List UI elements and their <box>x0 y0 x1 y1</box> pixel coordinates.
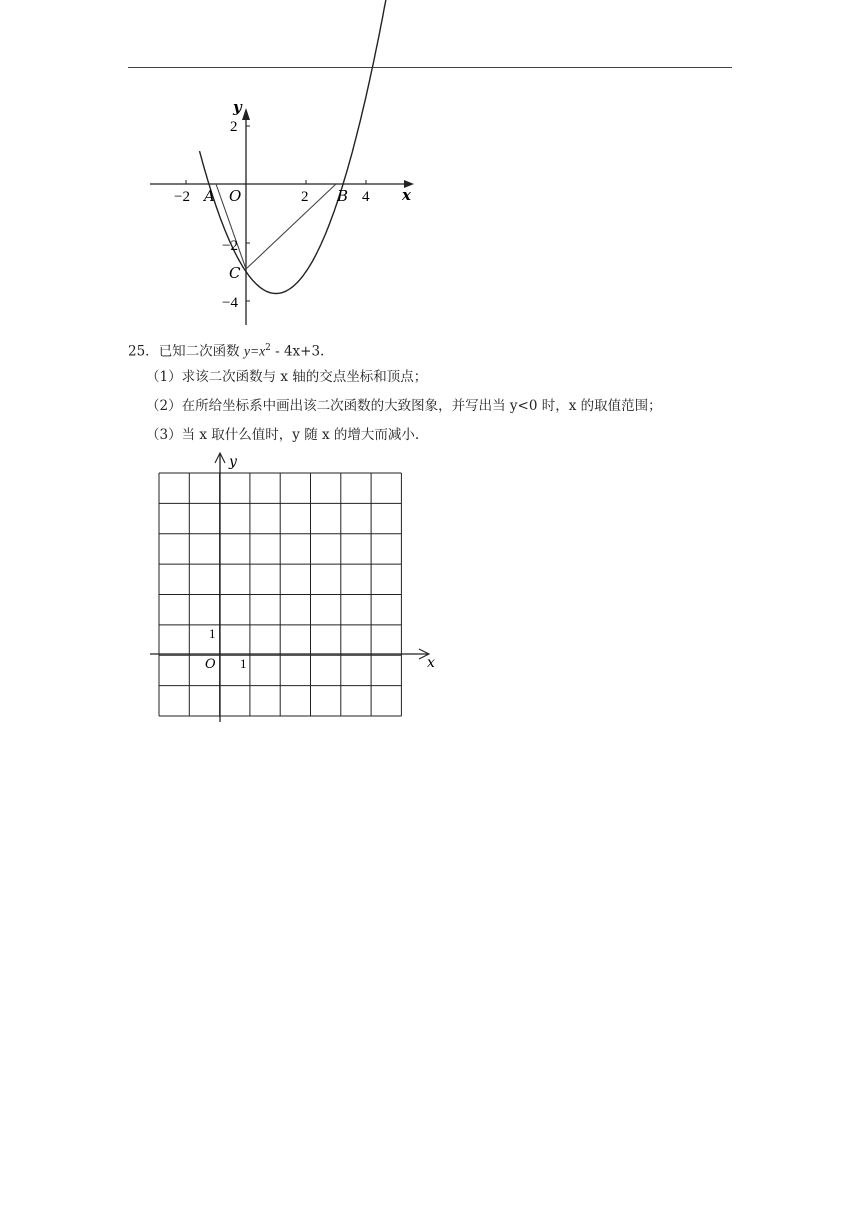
point-B-label: B <box>337 187 349 205</box>
question-stem-suffix: - 4x+3. <box>270 343 325 360</box>
grid-y-label: y <box>229 454 237 470</box>
question-formula: y=x <box>243 343 266 359</box>
question-part-2: （2）在所给坐标系中画出该二次函数的大致图象，并写出当 y<0 时，x 的取值范围； <box>146 398 662 414</box>
question-number: 25． <box>128 343 159 360</box>
y-axis-label: y <box>233 98 242 116</box>
grid-lines <box>159 473 401 716</box>
x-tick-2: 2 <box>301 189 309 205</box>
grid-x-label: x <box>427 655 435 671</box>
x-tick-4: 4 <box>362 189 370 205</box>
question-stem-prefix: 已知二次函数 <box>158 343 244 360</box>
y-tick-2: 2 <box>230 119 238 135</box>
question-part-1: （1）求该二次函数与 x 轴的交点坐标和顶点； <box>146 369 428 385</box>
grid-origin-label: O <box>205 657 216 672</box>
grid-unit-y: 1 <box>209 626 216 641</box>
y-tick-neg4: −4 <box>222 295 238 311</box>
point-C-label: C <box>229 264 241 282</box>
question-part-3: （3）当 x 取什么值时，y 随 x 的增大而减小. <box>146 427 420 443</box>
x-tick-neg2: −2 <box>174 189 190 205</box>
y-tick-neg2: −2 <box>222 238 238 254</box>
point-A-label: A <box>204 187 215 205</box>
grid-unit-x: 1 <box>240 656 247 671</box>
point-O-label: O <box>229 187 242 205</box>
x-axis-label: x <box>402 186 411 204</box>
question-exponent: 2 <box>265 343 271 353</box>
